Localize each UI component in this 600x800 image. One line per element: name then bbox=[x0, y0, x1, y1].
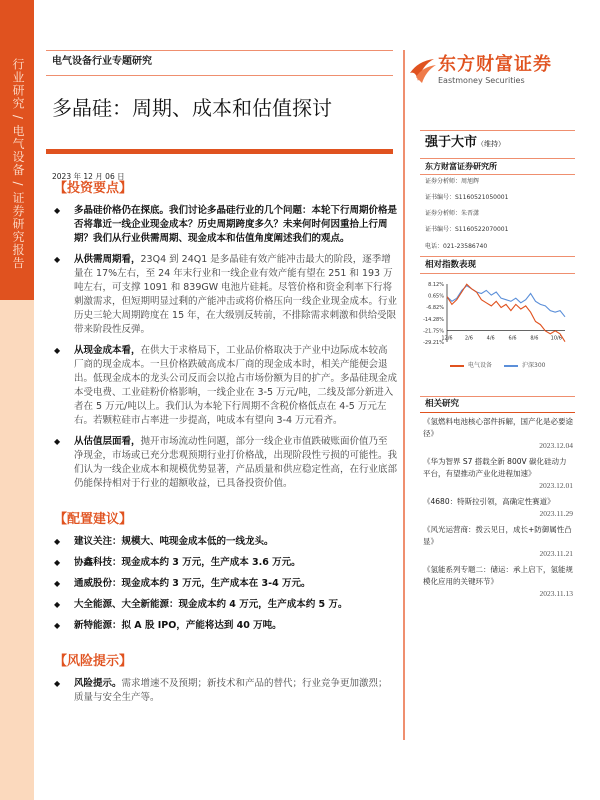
config-point: ◆ 通威股份：现金成本约 3 万元，生产成本在 3-4 万元。 bbox=[52, 577, 397, 591]
point-text: 在供大于求格局下，工业品价格取决于产业中边际成本较高厂商的现金成本。一旦价格跌破高成本厂商的现金成本时，相关产能便会退出。低现金成本的龙头公司反而会以抢占市场份额为目的扩产。多晶硅现金成本受电费、工业硅粉价格影响，一线企业在 3-5 万元/吨，二线及部分新进入者在 5 万元/吨以上。我们认为本轮下行周期不含税价格低点在 4-5 万元左右。若颗粒硅市占率进一步提高，吨成本有望向 3-4 万元看齐。 bbox=[74, 345, 398, 426]
brand-logo bbox=[408, 54, 552, 86]
brand-name-en: Eastmoney Securities bbox=[438, 76, 525, 85]
brand-wing-icon bbox=[408, 55, 438, 85]
y-tick-label: 8.12% bbox=[428, 282, 444, 288]
report-date: 2023 年 12 月 06 日 bbox=[52, 172, 125, 181]
perf-heading: 相对指数表现 bbox=[425, 260, 477, 270]
column-divider bbox=[403, 50, 405, 740]
related-item[interactable] bbox=[423, 564, 573, 600]
divider bbox=[420, 158, 575, 159]
risk-heading: 【风险提示】 bbox=[54, 654, 133, 669]
rating bbox=[425, 134, 505, 153]
cert-1: 证书编号：S1160521050001 bbox=[425, 194, 509, 201]
point-lead: 多晶硅价格仍在探底。我们讨论多晶硅行业的几个问题：本轮下行周期价格是否将靠近一线企业现金成本？历史周期跨度多久？未来何时何因重拾上行周期？我们从行业供需周期、现金成本和估值角度阐述我们的观点。 bbox=[74, 205, 398, 244]
legend-label: 电气设备 bbox=[468, 362, 493, 369]
config-point: ◆ 建议关注：规模大、吨现金成本低的一线龙头。 bbox=[52, 535, 397, 549]
related-item[interactable] bbox=[423, 496, 573, 520]
title-bar bbox=[46, 149, 393, 154]
x-tick-label: 2/6 bbox=[464, 335, 473, 342]
legend-item bbox=[450, 362, 492, 370]
legend-item bbox=[504, 362, 545, 370]
point-text: 23Q4 到 24Q1 是多晶硅有效产能冲击最大的阶段，逐季增量在 17%左右，至 24 年末行业和一线企业有效产能有望在 251 和 193 万吨左右，可支撑 1091 和 839GW 电池片硅耗。尽管价格和资金利率下行将刺激需求，但短期明显过剩的产能冲击或将价格压向一线企业现金成本。行业历史三轮大周期跨度在 15 年，在大级别反转前，不排除需求刺激和供给受限带来阶段性反弹。 bbox=[74, 254, 398, 335]
chart-legend bbox=[450, 362, 545, 370]
x-tick-label: 12/6 bbox=[441, 335, 453, 342]
invest-point bbox=[52, 253, 397, 337]
related-item[interactable] bbox=[423, 416, 573, 452]
y-tick-label: -6.82% bbox=[426, 305, 444, 312]
series-line-csi300 bbox=[447, 286, 565, 317]
x-tick-label: 10/6 bbox=[550, 335, 562, 342]
phone: 电话：021-23586740 bbox=[425, 243, 488, 250]
y-tick-label: 0.65% bbox=[428, 293, 444, 300]
related-title[interactable]: 《氢能系列专题二：储运：承上启下，氢能规模化应用的关键环节》 bbox=[423, 565, 573, 586]
analyst-1: 证券分析师：周旭辉 bbox=[425, 178, 480, 185]
brand-name-cn: 东方财富证券 bbox=[438, 54, 552, 75]
invest-point bbox=[52, 344, 397, 428]
risk-points bbox=[52, 677, 398, 705]
series-line-electrical bbox=[447, 284, 565, 342]
invest-point bbox=[52, 204, 397, 246]
invest-points bbox=[52, 204, 398, 491]
divider bbox=[420, 174, 575, 175]
config-heading: 【配置建议】 bbox=[54, 512, 133, 527]
point-lead: 从估值层面看， bbox=[74, 436, 141, 447]
related-item[interactable] bbox=[423, 456, 573, 492]
related-title[interactable]: 《氢燃料电池核心部件拆解，国产化是必要途径》 bbox=[423, 417, 573, 438]
point-lead: 从现金成本看， bbox=[74, 345, 141, 356]
config-points bbox=[52, 535, 398, 633]
related-date: 2023.11.13 bbox=[539, 589, 573, 598]
invest-heading: 【投资要点】 bbox=[54, 181, 133, 196]
related-date: 2023.11.21 bbox=[539, 549, 573, 558]
institute-name: 东方财富证券研究所 bbox=[425, 162, 497, 171]
y-tick-label: -14.28% bbox=[423, 316, 444, 323]
rating-note: （维持） bbox=[477, 140, 506, 148]
related-date: 2023.12.04 bbox=[539, 441, 573, 450]
sidebar-band-light bbox=[0, 300, 34, 800]
page-title: 多晶硅：周期、成本和估值探讨 bbox=[52, 96, 332, 120]
divider bbox=[46, 75, 393, 76]
divider bbox=[420, 396, 575, 397]
divider bbox=[420, 273, 575, 274]
related-research-list bbox=[423, 416, 573, 604]
related-heading: 相关研究 bbox=[425, 399, 460, 409]
point-lead: 从供需周期看， bbox=[74, 254, 141, 265]
config-point: ◆ 新特能源：拟 A 股 IPO，产能将达到 40 万吨。 bbox=[52, 619, 397, 633]
divider bbox=[420, 130, 575, 131]
y-tick-label: -21.75% bbox=[423, 328, 444, 335]
related-title[interactable]: 《华为智界 S7 搭载全新 800V 碳化硅动力平台，有望推动产业化进程加速》 bbox=[423, 457, 567, 478]
report-category: 电气设备行业专题研究 bbox=[52, 56, 152, 67]
y-tick-label: -29.21% bbox=[423, 340, 444, 346]
cert-2: 证书编号：S1160522070001 bbox=[425, 226, 509, 233]
x-tick-label: 8/6 bbox=[530, 335, 539, 342]
risk-point bbox=[52, 677, 397, 705]
legend-label: 沪深300 bbox=[522, 362, 546, 369]
divider bbox=[420, 412, 575, 413]
rating-label: 强于大市 bbox=[425, 135, 478, 150]
x-tick-label: 6/6 bbox=[508, 335, 517, 342]
related-title[interactable]: 《风光运营商：拨云见日，成长+防御属性凸显》 bbox=[423, 525, 572, 546]
point-lead: 风险提示。 bbox=[74, 678, 122, 689]
config-point: ◆ 大全能源、大全新能源：现金成本约 4 万元，生产成本约 5 万。 bbox=[52, 598, 397, 612]
point-text: 抛开市场流动性问题，部分一线企业市值跌破账面价值乃至净现金，市场或已充分悲观预期行业打价格战，出现阶段性亏损的可能性。我们认为一线企业成本和规模优势显著，产品质量和供应稳定性高，在行业底部仍能保持相对于行业的超额收益，已具备投资价值。 bbox=[74, 436, 398, 489]
divider bbox=[420, 256, 575, 257]
sidebar-text: 行业研究 / 电气设备 / 证券研究报告 bbox=[11, 58, 25, 270]
divider bbox=[46, 50, 393, 51]
config-point: ◆ 协鑫科技：现金成本约 3 万元，生产成本 3.6 万元。 bbox=[52, 556, 397, 570]
point-text: 需求增速不及预期；新技术和产品的替代；行业竞争更加激烈；质量与安全生产等。 bbox=[74, 678, 388, 703]
main-content bbox=[52, 180, 398, 712]
related-title[interactable]: 《4680：特斯拉引领，高确定性赛道》 bbox=[423, 497, 555, 506]
invest-point bbox=[52, 435, 397, 491]
relative-performance-chart bbox=[415, 280, 580, 360]
analyst-2: 证券分析师：朱晋潇 bbox=[425, 210, 480, 217]
related-item[interactable] bbox=[423, 524, 573, 560]
related-date: 2023.12.01 bbox=[539, 481, 573, 490]
x-tick-label: 4/6 bbox=[486, 335, 495, 342]
related-date: 2023.11.29 bbox=[539, 509, 573, 518]
